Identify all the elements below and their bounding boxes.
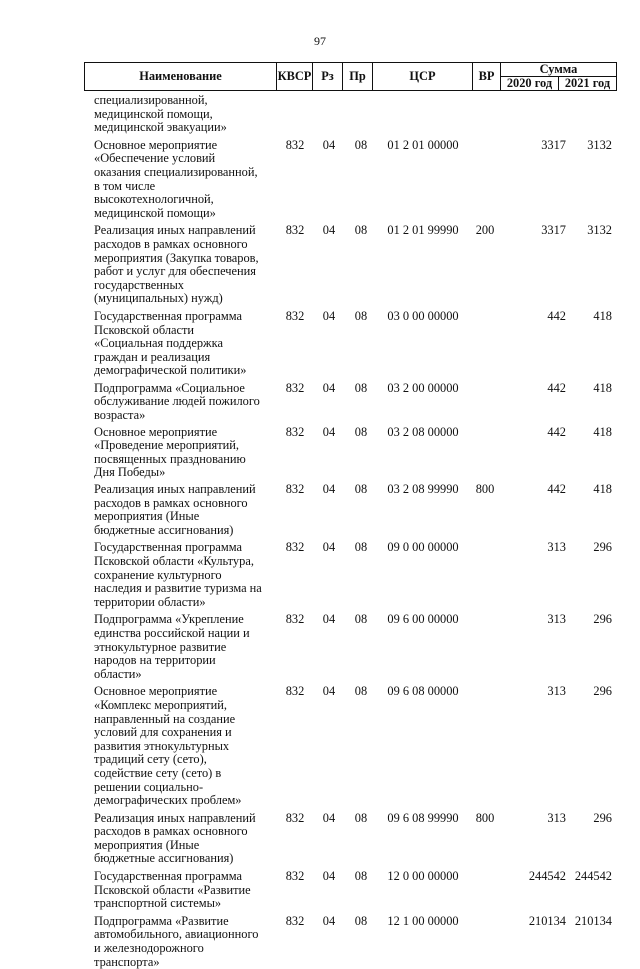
header-2021: 2021 год (559, 77, 617, 91)
cell-s2020: 442 (547, 424, 566, 439)
cell-s2020: 313 (547, 684, 566, 699)
header-sum: Сумма (501, 63, 617, 77)
cell-pr: 08 (354, 612, 368, 627)
cell-pr: 08 (354, 424, 368, 439)
cell-csr: 01 2 01 00000 (387, 137, 459, 152)
cell-pr: 08 (354, 380, 368, 395)
cell-csr: 03 2 08 99990 (387, 482, 459, 497)
cell-kvsr: 832 (285, 612, 305, 627)
page-number: 97 (314, 34, 326, 48)
table-row (84, 224, 616, 306)
cell-name: Реализация иных направлений расходов в рамках основного мероприятия (Иные бюджетные ассигнования) (94, 482, 256, 537)
cell-name: Подпрограмма «Социальное обслуживание людей пожилого возраста» (94, 380, 260, 423)
cell-s2021: 418 (593, 380, 612, 395)
cell-rz: 04 (322, 223, 336, 238)
cell-s2020: 442 (547, 308, 566, 323)
header-vr: ВР (473, 63, 501, 91)
cell-s2021: 296 (593, 684, 612, 699)
header-csr: ЦСР (373, 63, 473, 91)
table-row (84, 915, 616, 969)
cell-kvsr: 832 (285, 223, 305, 238)
cell-kvsr: 832 (285, 540, 305, 555)
cell-kvsr: 832 (285, 137, 305, 152)
table-row (84, 483, 616, 537)
cell-pr: 08 (354, 223, 368, 238)
cell-csr: 09 6 08 99990 (387, 810, 459, 825)
cell-vr: 200 (475, 223, 495, 238)
cell-s2021: 3132 (587, 137, 612, 152)
cell-pr: 08 (354, 684, 368, 699)
cell-s2021: 3132 (587, 223, 612, 238)
cell-pr: 08 (354, 869, 368, 884)
cell-pr: 08 (354, 540, 368, 555)
cell-name: Подпрограмма «Развитие автомобильного, авиационного и железнодорожного транспорта» (94, 913, 259, 969)
cell-rz: 04 (322, 540, 336, 555)
header-rz: Рз (313, 63, 343, 91)
cell-csr: 12 1 00 00000 (387, 913, 459, 928)
table-row (84, 812, 616, 866)
cell-kvsr: 832 (285, 482, 305, 497)
cell-rz: 04 (322, 913, 336, 928)
cell-csr: 03 2 08 00000 (387, 424, 459, 439)
table-row (84, 139, 616, 221)
cell-vr: 800 (475, 482, 495, 497)
continuation-text: специализированной, медицинской помощи, медицинской эвакуации» (94, 93, 227, 135)
cell-name: Государственная программа Псковской области «Развитие транспортной системы» (94, 869, 251, 911)
cell-pr: 08 (354, 482, 368, 497)
cell-kvsr: 832 (285, 913, 305, 928)
table-row (84, 310, 616, 378)
cell-pr: 08 (354, 913, 368, 928)
cell-kvsr: 832 (285, 869, 305, 884)
cell-s2020: 244542 (528, 869, 566, 884)
cell-name: Реализация иных направлений расходов в рамках основного мероприятия (Закупка товаров, работ и услуг для обеспечения государственных (муниципальных) нужд) (94, 223, 259, 306)
cell-pr: 08 (354, 308, 368, 323)
header-2020: 2020 год (501, 77, 559, 91)
cell-rz: 04 (322, 424, 336, 439)
cell-kvsr: 832 (285, 308, 305, 323)
cell-s2021: 418 (593, 482, 612, 497)
cell-s2021: 210134 (574, 913, 612, 928)
table-row (84, 685, 616, 807)
cell-s2021: 296 (593, 810, 612, 825)
cell-csr: 12 0 00 00000 (387, 869, 459, 884)
cell-name: Основное мероприятие «Проведение мероприятий, посвященных празднованию Дня Победы» (94, 424, 246, 480)
header-name: Наименование (85, 63, 277, 91)
cell-pr: 08 (354, 137, 368, 152)
cell-s2021: 418 (593, 424, 612, 439)
cell-name: Основное мероприятие «Обеспечение условий оказания специализированной, в том числе высокотехнологичной, медицинской помощи» (94, 137, 258, 220)
table-row (84, 426, 616, 480)
table-row (84, 541, 616, 609)
cell-rz: 04 (322, 482, 336, 497)
cell-rz: 04 (322, 308, 336, 323)
cell-csr: 09 6 00 00000 (387, 612, 459, 627)
cell-rz: 04 (322, 137, 336, 152)
cell-s2021: 296 (593, 540, 612, 555)
table-body (84, 94, 616, 969)
cell-rz: 04 (322, 380, 336, 395)
cell-s2020: 442 (547, 380, 566, 395)
table-row (84, 382, 616, 423)
cell-kvsr: 832 (285, 684, 305, 699)
cell-s2021: 244542 (574, 869, 612, 884)
cell-s2020: 3317 (541, 223, 566, 238)
cell-s2020: 3317 (541, 137, 566, 152)
cell-kvsr: 832 (285, 424, 305, 439)
cell-csr: 09 0 00 00000 (387, 540, 459, 555)
cell-rz: 04 (322, 869, 336, 884)
cell-s2020: 313 (547, 810, 566, 825)
cell-name: Государственная программа Псковской области «Культура, сохранение культурного наследия и развитие туризма на территории области» (94, 540, 262, 609)
cell-rz: 04 (322, 612, 336, 627)
cell-kvsr: 832 (285, 380, 305, 395)
cell-name: Подпрограмма «Укрепление единства российской нации и этнокультурное развитие народов на территории области» (94, 612, 250, 681)
header-pr: Пр (343, 63, 373, 91)
cell-csr: 03 2 00 00000 (387, 380, 459, 395)
cell-name: Реализация иных направлений расходов в рамках основного мероприятия (Иные бюджетные ассигнования) (94, 810, 256, 866)
cell-pr: 08 (354, 810, 368, 825)
cell-csr: 09 6 08 00000 (387, 684, 459, 699)
table-header (84, 62, 617, 91)
cell-rz: 04 (322, 684, 336, 699)
cell-s2021: 418 (593, 308, 612, 323)
cell-name: Государственная программа Псковской области «Социальная поддержка граждан и реализация демографической политики» (94, 308, 247, 378)
cell-s2021: 296 (593, 612, 612, 627)
cell-s2020: 210134 (528, 913, 566, 928)
cell-csr: 01 2 01 99990 (387, 223, 459, 238)
table-row (84, 613, 616, 681)
cell-rz: 04 (322, 810, 336, 825)
cell-csr: 03 0 00 00000 (387, 308, 459, 323)
continuation-row (84, 94, 616, 135)
cell-s2020: 442 (547, 482, 566, 497)
cell-s2020: 313 (547, 540, 566, 555)
cell-name: Основное мероприятие «Комплекс мероприятий, направленный на создание условий для сохранения и развития этнокультурных традиций сету (сето), содействие сету (сето) в решении социально-демографических проблем» (94, 684, 242, 808)
header-kvsr: КВСР (277, 63, 313, 91)
cell-kvsr: 832 (285, 810, 305, 825)
cell-vr: 800 (475, 810, 495, 825)
cell-s2020: 313 (547, 612, 566, 627)
